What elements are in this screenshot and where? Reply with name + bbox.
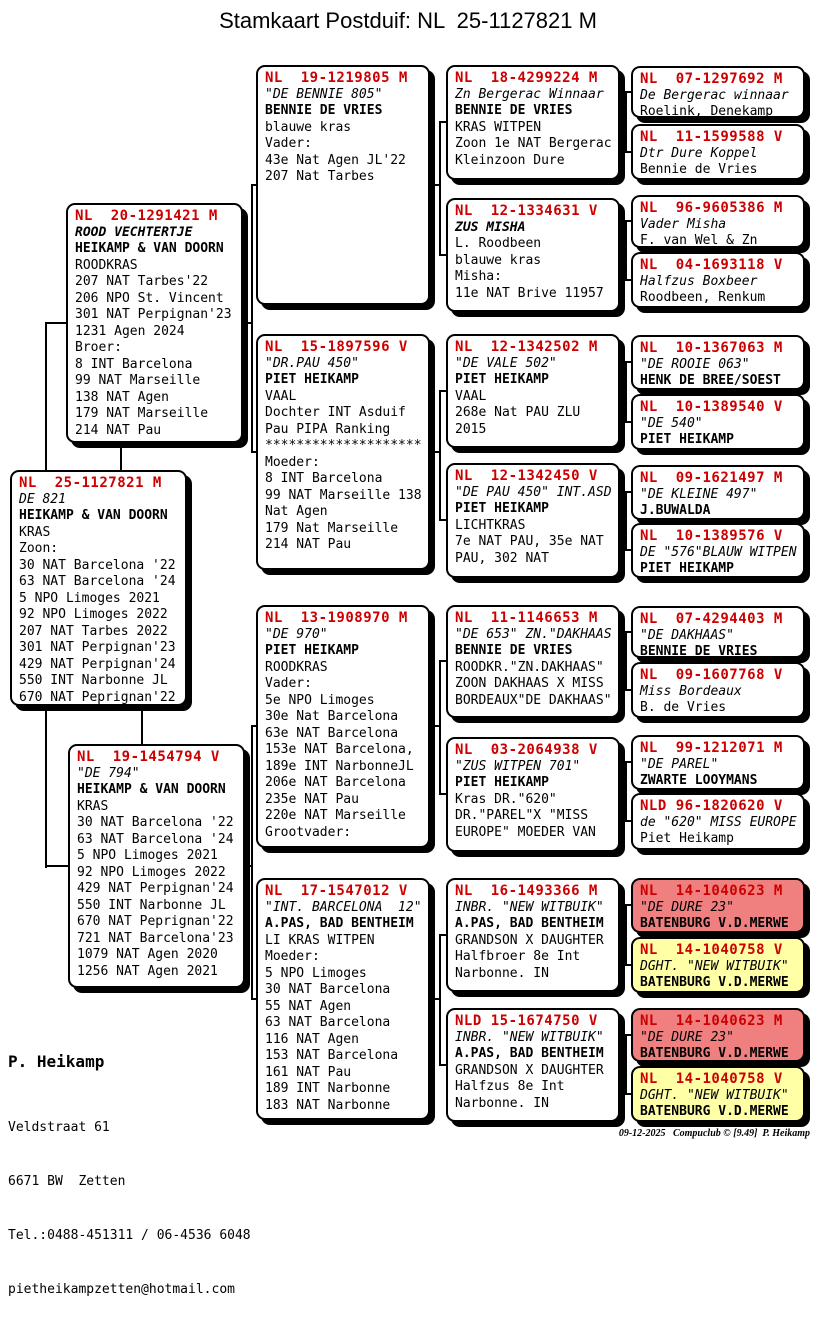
pedigree-box-g4_11 xyxy=(631,735,805,790)
box-line: EUROPE" MOEDER VAN xyxy=(455,824,596,840)
box-line: Kras DR."620" xyxy=(455,791,557,807)
box-line: ROOD VECHTERTJE xyxy=(75,224,193,240)
box-line: Vader: xyxy=(265,136,312,151)
box-line: DR."PAREL"X "MISS xyxy=(455,808,589,823)
box-line: ROODKRAS xyxy=(75,257,138,273)
box-line: 207 NAT Tarbes 2022 xyxy=(19,623,168,639)
box-line: Roodbeen, Renkum xyxy=(640,290,766,305)
ring-number: NL 10-1367063 M xyxy=(640,340,783,356)
box-line: BENNIE DE VRIES xyxy=(455,103,573,118)
ring-number: NL 19-1454794 V xyxy=(77,749,220,765)
box-line: KRAS xyxy=(19,524,51,540)
connector-line xyxy=(439,254,446,256)
connector-line xyxy=(439,390,446,392)
box-line: 183 NAT Narbonne xyxy=(265,1097,391,1113)
box-line: "DR.PAU 450" xyxy=(265,355,359,371)
box-line: Dochter INT Asduif xyxy=(265,405,406,420)
box-line: Piet Heikamp xyxy=(640,831,734,846)
box-line: A.PAS, BAD BENTHEIM xyxy=(455,916,604,931)
box-line: 63 NAT Barcelona '24 xyxy=(77,831,234,847)
pedigree-box-g4_16 xyxy=(631,1066,805,1122)
box-line: 214 NAT Pau xyxy=(75,422,162,438)
box-line: 43e Nat Agen JL'22 xyxy=(265,152,406,168)
box-line: 5 NPO Limoges 2021 xyxy=(19,590,160,606)
box-line: ZOON DAKHAAS X MISS xyxy=(455,676,604,691)
connector-line xyxy=(120,443,122,471)
box-line: 179 NAT Marseille xyxy=(75,406,209,421)
box-line: 92 NPO Limoges 2022 xyxy=(77,864,226,880)
box-line: BENNIE DE VRIES xyxy=(455,643,573,658)
ring-number: NL 09-1621497 M xyxy=(640,470,783,486)
box-line: Misha: xyxy=(455,269,502,284)
box-line: Kleinzoon Dure xyxy=(455,152,565,168)
box-line: "DE 970" xyxy=(265,626,328,642)
pedigree-box-ggf3 xyxy=(446,605,620,718)
box-line: 63 NAT Barcelona xyxy=(265,1015,391,1030)
box-line: 235e NAT Pau xyxy=(265,791,359,807)
box-line: 206e NAT Barcelona xyxy=(265,775,406,790)
ring-number: NL 12-1334631 V xyxy=(455,203,598,219)
box-line: Pau PIPA Ranking xyxy=(265,421,391,437)
box-line: 429 NAT Perpignan'24 xyxy=(77,881,234,896)
pedigree-box-g4_03 xyxy=(631,195,805,248)
ring-number: NL 11-1599588 V xyxy=(640,129,783,145)
ring-number: NL 09-1607768 V xyxy=(640,667,783,683)
box-line: HEIKAMP & VAN DOORN xyxy=(77,782,226,797)
box-line: ROODKR."ZN.DAKHAAS" xyxy=(455,659,604,675)
ring-number: NL 18-4299224 M xyxy=(455,70,598,86)
pedigree-box-g4_02 xyxy=(631,124,805,180)
ring-number: NL 16-1493366 M xyxy=(455,883,598,899)
box-line: blauwe kras xyxy=(265,119,352,135)
box-line: Halfbroer 8e Int xyxy=(455,949,581,964)
box-line: A.PAS, BAD BENTHEIM xyxy=(455,1046,604,1061)
box-line: Zn Bergerac Winnaar xyxy=(455,86,604,102)
box-line: HEIKAMP & VAN DOORN xyxy=(19,508,168,523)
box-line: 550 INT Narbonne JL xyxy=(19,673,168,688)
connector-line xyxy=(625,91,627,153)
box-line: VAAL xyxy=(265,388,297,404)
connector-line xyxy=(439,519,446,521)
box-line: DGHT. "NEW WITBUIK" xyxy=(640,1087,789,1103)
box-line: Moeder: xyxy=(265,949,320,964)
box-line: BATENBURG V.D.MERWE xyxy=(640,975,789,990)
box-line: BATENBURG V.D.MERWE xyxy=(640,1046,789,1061)
connector-line xyxy=(251,725,253,1000)
pedigree-box-g4_05 xyxy=(631,335,805,390)
ring-number: NL 14-1040758 V xyxy=(640,1071,783,1087)
pedigree-box-g4_06 xyxy=(631,394,805,450)
box-line: 7e NAT PAU, 35e NAT xyxy=(455,534,604,549)
box-line: 63 NAT Barcelona '24 xyxy=(19,574,176,589)
pedigree-box-g4_08 xyxy=(631,523,805,578)
pedigree-box-mgm xyxy=(256,878,430,1120)
box-line: Narbonne. IN xyxy=(455,1095,549,1111)
ring-number: NL 14-1040623 M xyxy=(640,1013,783,1029)
pedigree-box-g4_10 xyxy=(631,662,805,718)
box-line: Vader: xyxy=(265,676,312,691)
box-line: L. Roodbeen xyxy=(455,236,542,251)
box-line: DGHT. "NEW WITBUIK" xyxy=(640,958,789,974)
box-line: Miss Bordeaux xyxy=(640,683,742,699)
connector-line xyxy=(45,322,66,324)
box-line: Zoon 1e NAT Bergerac xyxy=(455,136,612,151)
box-line: 268e Nat PAU ZLU xyxy=(455,405,581,420)
box-line: VAAL xyxy=(455,388,487,404)
box-line: PIET HEIKAMP xyxy=(455,372,549,387)
pedigree-box-ggm3 xyxy=(446,737,620,852)
owner-address-line: 6671 BW Zetten xyxy=(8,1174,126,1189)
box-line: ZUS MISHA xyxy=(455,219,526,235)
box-line: 1079 NAT Agen 2020 xyxy=(77,947,218,962)
box-line: 92 NPO Limoges 2022 xyxy=(19,607,168,622)
box-line: 30e Nat Barcelona xyxy=(265,709,399,724)
box-line: blauwe kras xyxy=(455,252,542,268)
box-line: "DE PAU 450" INT.ASD xyxy=(455,484,612,500)
pedigree-box-ggm1 xyxy=(446,198,620,312)
ring-number: NL 12-1342502 M xyxy=(455,339,598,355)
box-line: 5 NPO Limoges 2021 xyxy=(77,848,218,863)
connector-line xyxy=(439,660,446,662)
box-line: "DE 653" ZN."DAKHAAS xyxy=(455,626,612,642)
box-line: 670 NAT Peprignan'22 xyxy=(19,689,176,705)
box-line: 153 NAT Barcelona xyxy=(265,1048,399,1063)
box-line: J.BUWALDA xyxy=(640,503,711,518)
pedigree-box-mgf xyxy=(256,605,430,848)
box-line: 30 NAT Barcelona '22 xyxy=(77,815,234,830)
box-line: 8 INT Barcelona xyxy=(265,471,383,486)
box-line: BATENBURG V.D.MERWE xyxy=(640,916,789,931)
connector-line xyxy=(625,361,627,423)
box-line: Zoon: xyxy=(19,541,59,556)
owner-address-line: Veldstraat 61 xyxy=(8,1120,110,1135)
box-line: F. van Wel & Zn xyxy=(640,233,758,248)
ring-number: NL 96-9605386 M xyxy=(640,200,783,216)
ring-number: NL 13-1908970 M xyxy=(265,610,408,626)
connector-line xyxy=(439,121,446,123)
box-line: 429 NAT Perpignan'24 xyxy=(19,656,176,672)
box-line: 153e NAT Barcelona, xyxy=(265,742,414,757)
ring-number: NL 10-1389576 V xyxy=(640,528,783,544)
box-line: PIET HEIKAMP xyxy=(640,561,734,576)
ring-number: NL 25-1127821 M xyxy=(19,475,162,491)
ring-number: NL 14-1040758 V xyxy=(640,942,783,958)
connector-line xyxy=(625,491,627,551)
connector-line xyxy=(625,220,627,281)
box-line: 2015 xyxy=(455,421,487,437)
connector-line xyxy=(625,631,627,691)
box-line: 5 NPO Limoges xyxy=(265,965,367,981)
ring-number: NL 07-1297692 M xyxy=(640,71,783,87)
box-line: 55 NAT Agen xyxy=(265,998,352,1014)
owner-phone-line: Tel.:0488-451311 / 06-4536 6048 xyxy=(8,1228,251,1243)
pedigree-box-g4_12 xyxy=(631,793,805,850)
box-line: B. de Vries xyxy=(640,700,727,715)
box-line: Nat Agen xyxy=(265,504,328,519)
connector-line xyxy=(45,865,68,867)
box-line: Grootvader: xyxy=(265,824,352,840)
box-line: GRANDSON X DAUGHTER xyxy=(455,1062,604,1078)
box-line: 189 INT Narbonne xyxy=(265,1081,391,1096)
box-line: BENNIE DE VRIES xyxy=(640,644,758,659)
box-line: "INT. BARCELONA 12" xyxy=(265,899,422,915)
box-line: INBR. "NEW WITBUIK" xyxy=(455,899,604,915)
box-line: Halfzus 8e Int xyxy=(455,1079,565,1094)
box-line: A.PAS, BAD BENTHEIM xyxy=(265,916,414,931)
page-title: Stamkaart Postduif: NL 25-1127821 M xyxy=(219,8,597,33)
box-line: BATENBURG V.D.MERWE xyxy=(640,1104,789,1119)
box-line: ROODKRAS xyxy=(265,659,328,675)
connector-line xyxy=(625,904,627,966)
box-line: 189e INT NarbonneJL xyxy=(265,758,414,774)
box-line: DE "576"BLAUW WITPEN xyxy=(640,544,797,560)
connector-line xyxy=(251,184,253,453)
box-line: Moeder: xyxy=(265,454,320,470)
box-line: "DE DURE 23" xyxy=(640,899,734,915)
box-line: PIET HEIKAMP xyxy=(265,643,359,658)
box-line: "DE 794" xyxy=(77,765,140,781)
box-line: "DE BENNIE 805" xyxy=(265,86,383,102)
connector-line xyxy=(439,660,441,795)
ring-number: NL 19-1219805 M xyxy=(265,70,408,86)
pedigree-box-pgm xyxy=(256,334,430,570)
box-line: ******************** xyxy=(265,438,422,453)
pedigree-box-subject xyxy=(10,470,187,706)
owner-name: P. Heikamp xyxy=(8,1052,105,1071)
owner-block xyxy=(8,1014,251,1336)
box-line: ZWARTE LOOYMANS xyxy=(640,773,758,788)
connector-line xyxy=(439,934,441,1066)
pedigree-box-g4_14 xyxy=(631,937,805,993)
box-line: 206 NPO St. Vincent xyxy=(75,290,224,306)
box-line: 721 NAT Barcelona'23 xyxy=(77,930,234,946)
ring-number: NL 07-4294403 M xyxy=(640,611,783,627)
box-line: Vader Misha xyxy=(640,216,727,232)
box-line: "DE PAREL" xyxy=(640,756,719,772)
box-line: PAU, 302 NAT xyxy=(455,550,549,566)
box-line: 30 NAT Barcelona '22 xyxy=(19,557,176,573)
connector-line xyxy=(625,761,627,822)
box-line: KRAS xyxy=(77,798,109,814)
box-line: INBR. "NEW WITBUIK" xyxy=(455,1029,604,1045)
box-line: PIET HEIKAMP xyxy=(265,372,359,387)
connector-line xyxy=(439,934,446,936)
ring-number: NL 17-1547012 V xyxy=(265,883,408,899)
connector-line xyxy=(439,793,446,795)
pedigree-box-ggf4 xyxy=(446,878,620,992)
ring-number: NL 20-1291421 M xyxy=(75,208,218,224)
owner-email-line: pietheikampzetten@hotmail.com xyxy=(8,1282,235,1297)
box-line: PIET HEIKAMP xyxy=(455,501,549,516)
ring-number: NL 15-1897596 V xyxy=(265,339,408,355)
box-line: Bennie de Vries xyxy=(640,162,758,177)
box-line: GRANDSON X DAUGHTER xyxy=(455,932,604,948)
box-line: 1256 NAT Agen 2021 xyxy=(77,963,218,979)
box-line: De Bergerac winnaar xyxy=(640,87,789,103)
box-line: LICHTKRAS xyxy=(455,517,526,533)
pedigree-box-g4_15 xyxy=(631,1008,805,1062)
box-line: 30 NAT Barcelona xyxy=(265,982,391,997)
box-line: BORDEAUX"DE DAKHAAS" xyxy=(455,692,612,708)
box-line: 138 NAT Agen xyxy=(75,389,169,405)
pedigree-box-g4_13 xyxy=(631,878,805,933)
pedigree-box-g4_07 xyxy=(631,465,805,520)
box-line: 1231 Agen 2024 xyxy=(75,323,185,339)
box-line: HENK DE BREE/SOEST xyxy=(640,373,781,388)
pedigree-box-ggm2 xyxy=(446,463,620,578)
box-line: Dtr Dure Koppel xyxy=(640,145,758,161)
box-line: 207 NAT Tarbes'22 xyxy=(75,274,209,289)
pedigree-box-mother xyxy=(68,744,245,988)
box-line: HEIKAMP & VAN DOORN xyxy=(75,241,224,256)
ring-number: NL 12-1342450 V xyxy=(455,468,598,484)
pedigree-box-ggm4 xyxy=(446,1008,620,1122)
ring-number: NL 14-1040623 M xyxy=(640,883,783,899)
box-line: 301 NAT Perpignan'23 xyxy=(19,640,176,655)
box-line: 220e NAT Marseille xyxy=(265,808,406,823)
box-line: 8 INT Barcelona xyxy=(75,356,193,372)
pedigree-box-ggf1 xyxy=(446,65,620,180)
box-line: 207 Nat Tarbes xyxy=(265,169,375,184)
box-line: 116 NAT Agen xyxy=(265,1031,359,1047)
ring-number: NL 04-1693118 V xyxy=(640,257,783,273)
connector-line xyxy=(439,1064,446,1066)
box-line: 5e NPO Limoges xyxy=(265,692,375,708)
box-line: 670 NAT Peprignan'22 xyxy=(77,914,234,929)
box-line: "DE DURE 23" xyxy=(640,1029,734,1045)
pedigree-box-father xyxy=(66,203,243,443)
box-line: "DE DAKHAAS" xyxy=(640,627,734,643)
box-line: DE 821 xyxy=(19,491,66,507)
box-line: PIET HEIKAMP xyxy=(640,432,734,447)
box-line: de "620" MISS EUROPE xyxy=(640,814,797,830)
box-line: 179 Nat Marseille xyxy=(265,520,399,536)
box-line: 301 NAT Perpignan'23 xyxy=(75,307,232,322)
connector-line xyxy=(439,121,441,256)
box-line: Halfzus Boxbeer xyxy=(640,273,758,289)
box-line: BENNIE DE VRIES xyxy=(265,103,383,118)
box-line: 11e NAT Brive 11957 xyxy=(455,285,604,301)
box-line: KRAS WITPEN xyxy=(455,119,542,135)
ring-number: NL 99-1212071 M xyxy=(640,740,783,756)
box-line: 161 NAT Pau xyxy=(265,1064,352,1080)
box-line: 214 NAT Pau xyxy=(265,537,352,552)
box-line: LI KRAS WITPEN xyxy=(265,932,375,948)
ring-number: NLD 15-1674750 V xyxy=(455,1013,598,1029)
ring-number: NLD 96-1820620 V xyxy=(640,798,783,814)
box-line: "DE KLEINE 497" xyxy=(640,486,758,502)
box-line: 99 NAT Marseille 138 xyxy=(265,487,422,503)
box-line: 550 INT Narbonne JL xyxy=(77,897,226,913)
connector-line xyxy=(141,706,143,745)
pedigree-box-g4_09 xyxy=(631,606,805,658)
ring-number: NL 03-2064938 V xyxy=(455,742,598,758)
pedigree-box-g4_01 xyxy=(631,66,805,118)
box-line: Roelink, Denekamp xyxy=(640,104,774,119)
ring-number: NL 11-1146653 M xyxy=(455,610,598,626)
box-line: "DE 540" xyxy=(640,415,703,431)
box-line: PIET HEIKAMP xyxy=(455,775,549,790)
box-line: "ZUS WITPEN 701" xyxy=(455,758,581,774)
connector-line xyxy=(625,1034,627,1095)
box-line: Narbonne. IN xyxy=(455,965,549,981)
box-line: "DE VALE 502" xyxy=(455,355,557,371)
pedigree-box-g4_04 xyxy=(631,252,805,308)
ring-number: NL 10-1389540 V xyxy=(640,399,783,415)
box-line: Broer: xyxy=(75,340,122,355)
footer-text: 09-12-2025 Compuclub © [9.49] P. Heikamp xyxy=(618,1128,810,1139)
pedigree-box-ggf2 xyxy=(446,334,620,448)
box-line: 63e NAT Barcelona xyxy=(265,725,399,741)
box-line: 99 NAT Marseille xyxy=(75,373,201,388)
box-line: "DE ROOIE 063" xyxy=(640,356,750,372)
connector-line xyxy=(439,390,441,521)
pedigree-box-pgf xyxy=(256,65,430,305)
